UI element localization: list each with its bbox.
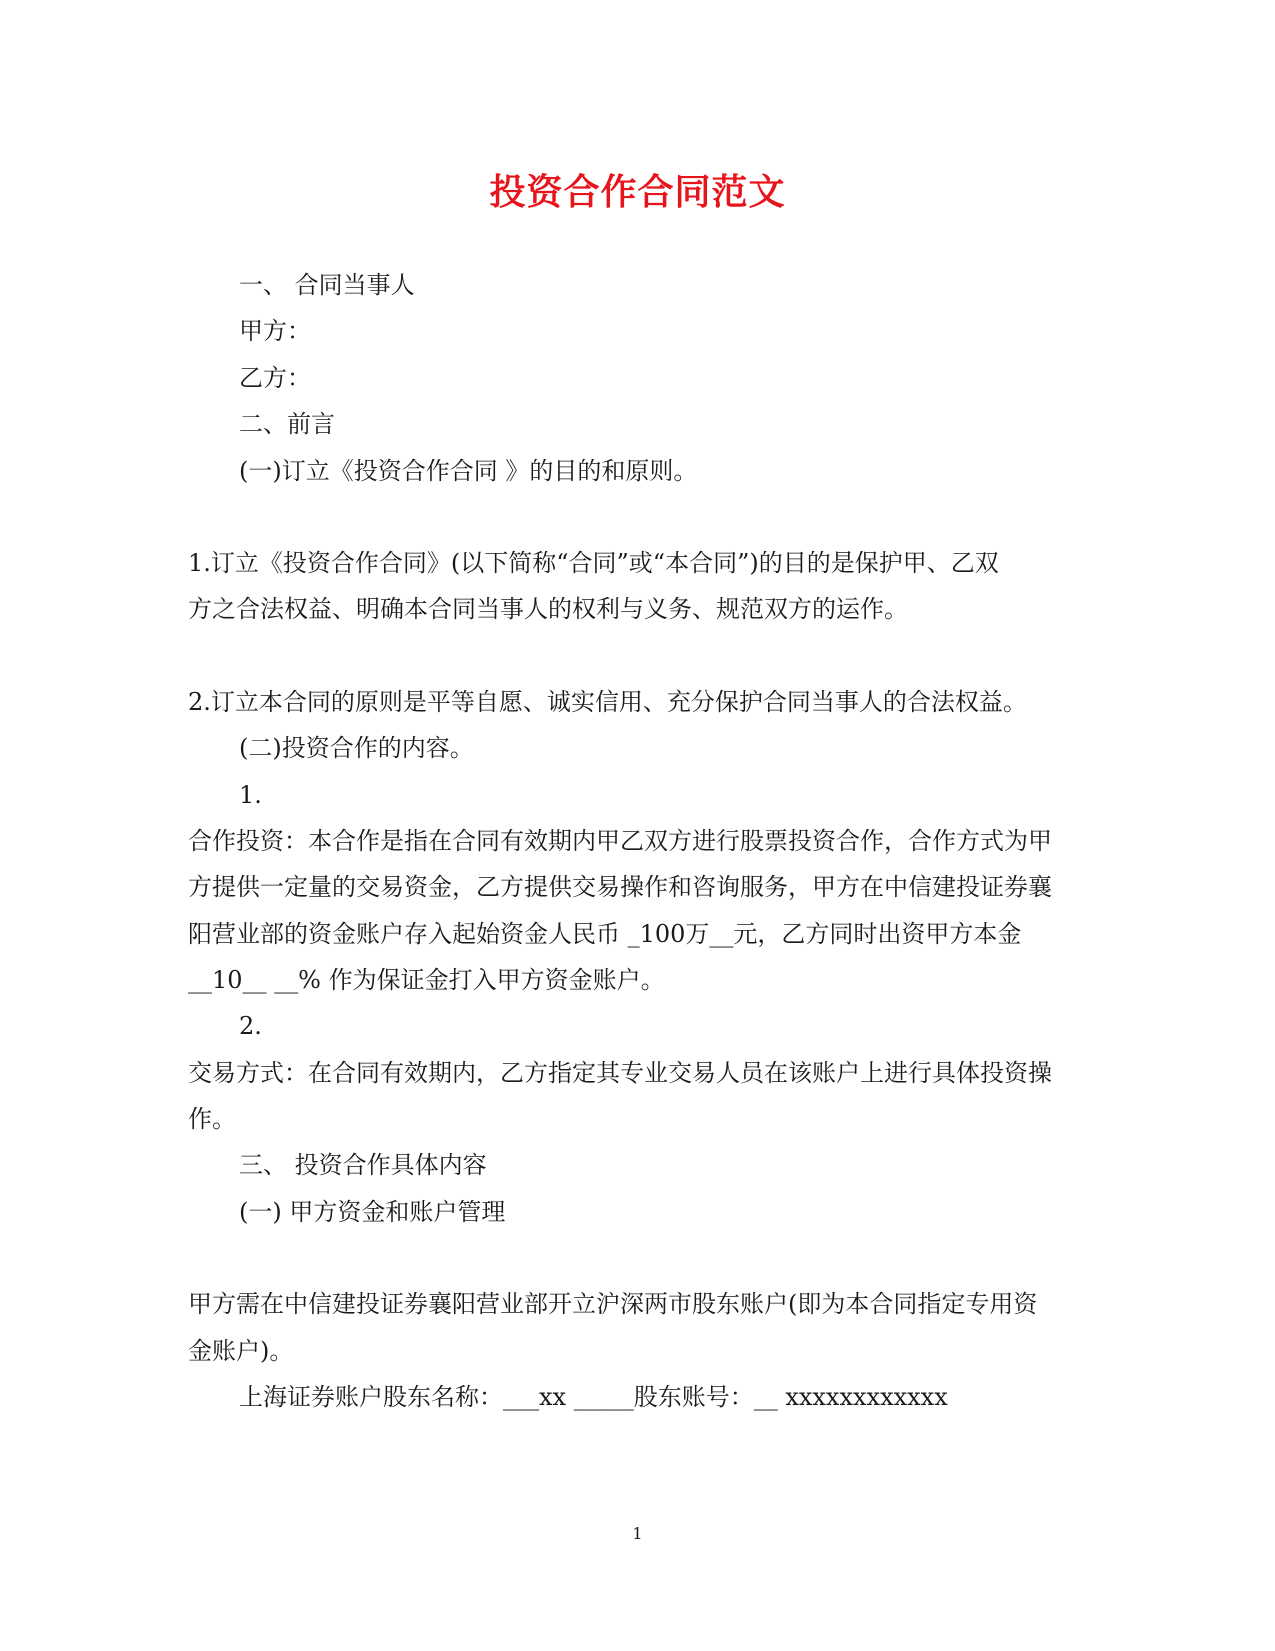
paragraph-line: 合作投资：本合作是指在合同有效期内甲乙双方进行股票投资合作，合作方式为甲 <box>188 827 1052 855</box>
section-details-heading: 三、 投资合作具体内容 <box>239 1151 487 1179</box>
document-title: 投资合作合同范文 <box>489 171 786 213</box>
paragraph-line: 交易方式：在合同有效期内，乙方指定其专业交易人员在该账户上进行具体投资操 <box>188 1059 1052 1087</box>
section-preface-heading: 二、前言 <box>239 410 335 438</box>
page-number: 1 <box>632 1524 643 1543</box>
paragraph-line: 2.订立本合同的原则是平等自愿、诚实信用、充分保护合同当事人的合法权益。 <box>188 688 1027 716</box>
subsection-content-heading: (二)投资合作的内容。 <box>239 734 474 762</box>
section-parties-heading: 一、 合同当事人 <box>239 271 415 299</box>
paragraph-line: 作。 <box>188 1105 236 1133</box>
party-b-label: 乙方： <box>239 364 311 392</box>
paragraph-line: 方之合法权益、明确本合同当事人的权利与义务、规范双方的运作。 <box>188 595 908 623</box>
paragraph-line: 阳营业部的资金账户存入起始资金人民币 _100万__元，乙方同时出资甲方本金 <box>188 920 1022 948</box>
paragraph-line: 甲方需在中信建投证券襄阳营业部开立沪深两市股东账户(即为本合同指定专用资 <box>188 1290 1038 1318</box>
subsection-purpose-heading: (一)订立《投资合作合同 》的目的和原则。 <box>239 457 698 485</box>
account-info-line: 上海证券账户股东名称：___xx _____股东账号：__ xxxxxxxxxxxx <box>239 1383 948 1411</box>
item-number: 2. <box>239 1012 262 1040</box>
paragraph-line: 金账户)。 <box>188 1337 294 1365</box>
paragraph-line: 方提供一定量的交易资金，乙方提供交易操作和咨询服务，甲方在中信建投证券襄 <box>188 873 1052 901</box>
party-a-label: 甲方： <box>239 317 311 345</box>
paragraph-line: 1.订立《投资合作合同》(以下简称“合同”或“本合同”)的目的是保护甲、乙双 <box>188 549 999 577</box>
paragraph-line: __10__ __% 作为保证金打入甲方资金账户。 <box>188 966 665 994</box>
subsection-account-heading: (一) 甲方资金和账户管理 <box>239 1198 506 1226</box>
item-number: 1. <box>239 781 262 809</box>
